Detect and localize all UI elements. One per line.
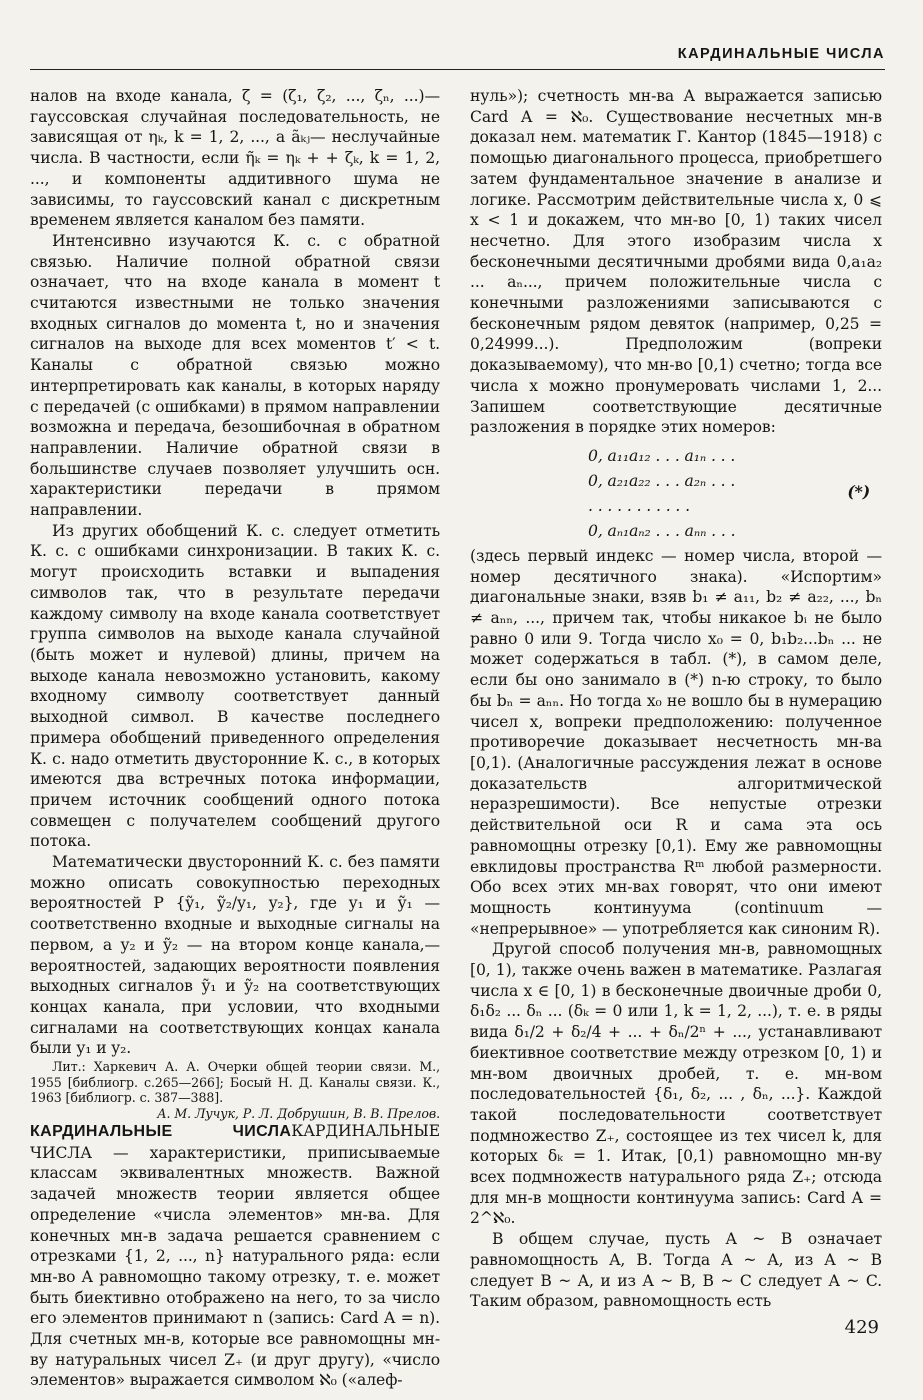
paragraph: Математически двусторонний К. с. без памяти можно описать совокупностью переходных вероятностей P {ỹ₁, ỹ₂/y₁, y₂}, где y₁ и ỹ₁ — соответственно входные и выходные сигналы на первом, а y₂ и ỹ₂ — на втором конце канала,— вероятностей, задающих вероятности появления выходных сигналов ỹ₁ и ỹ₂ на соответствующих концах канала, при условии, что входными сигналами на соответствующих концах канала были y₁ и y₂. xyxy=(30,853,440,1058)
article-text: КАРДИНАЛЬНЫЕ ЧИСЛА — характеристики, приписываемые классам эквивалентных множеств. Важной задачей множеств теории является общее определение «числа элементов» мн-ва. Для конечных мн-в задача решается сравнением с отрезками {1, 2, ..., n} натурального ряда: если мн-во A равномощно такому отрезку, т. е. может быть биективно отображено на него, то за число его элементов принимают n (запись: Card A = n). Для счетных мн-в, которые все равномощны мн-ву натуральных чисел Z₊ (и друг другу), «число элементов» выражается символом ℵ₀ («алеф- xyxy=(30,1122,440,1390)
decimal-table xyxy=(470,444,882,544)
running-head: КАРДИНАЛЬНЫЕ ЧИСЛА xyxy=(677,46,885,62)
right-column xyxy=(470,86,882,1312)
left-column xyxy=(30,86,440,1391)
page-number: 429 xyxy=(844,1317,879,1338)
paragraph: Из других обобщений К. с. следует отметить К. с. с ошибками синхронизации. В таких К. с. могут происходить вставки и выпадения символов так, что в результате передачи каждому символу на входе канала соответствует группа символов на выходе канала случайной (быть может и нулевой) длины, причем на выходе канала невозможно установить, какому входному символу соответствует данный выходной символ. В качестве последнего примера обобщений приведенного определения К. с. надо отметить двусторонние К. с., в которых имеются два встречных потока информации, причем источник сообщений одного потока совмещен с получателем сообщений другого потока. xyxy=(30,521,440,851)
table-label: (*) xyxy=(847,481,870,501)
table-row: . . . . . . . . . . . xyxy=(588,496,690,515)
paragraph: (здесь первый индекс — номер числа, второй — номер десятичного знака). «Испортим» диагональные знаки, взяв b₁ ≠ a₁₁, b₂ ≠ a₂₂, ..., bₙ ≠ aₙₙ, ..., причем так, чтобы никакое bᵢ не было равно 0 или 9. Тогда число x₀ = 0, b₁b₂...bₙ ... не может содержаться в табл. (*), в самом деле, если бы оно занимало в (*) n-ю строку, то было бы bₙ = aₙₙ. Но тогда x₀ не вошло бы в нумерацию чисел x, вопреки предположению: полученное противоречие доказывает несчетность мн-ва [0,1). (Аналогичные рассуждения лежат в основе доказательств алгоритмической неразрешимости). Все непустые отрезки действительной оси R и сама эта ось равномощны отрезку [0,1). Ему же равномощны евклидовы пространства Rᵐ любой размерности. Обо всех этих мн-вах говорят, что они имеют мощность континуума (continuum — «непрерывное» — употребляется как синоним R). xyxy=(470,546,882,938)
paragraph: Интенсивно изучаются К. с. с обратной связью. Наличие полной обратной связи означает, что на входе канала в момент t считаются известными не только значения входных сигналов до момента t, но и значения сигналов на выходе для всех моментов t′ < t. Каналы с обратной связью можно интерпретировать как каналы, в которых наряду с передачей (с ошибками) в прямом направлении возможна и передача, безошибочная в обратном направлении. Наличие обратной связи в большинстве случаев позволяет улучшить осн. характеристики передачи в прямом направлении. xyxy=(30,231,440,520)
authors: А. М. Лучук, Р. Л. Добрушин, В. В. Прелов. xyxy=(157,1105,440,1121)
table-row: 0, aₙ₁aₙ₂ . . . aₙₙ . . . xyxy=(588,521,736,540)
header-rule xyxy=(30,69,885,70)
article-headword: КАРДИНАЛЬНЫЕ ЧИСЛА xyxy=(30,1123,292,1141)
paragraph: налов на входе канала, ζ = (ζ₁, ζ₂, ..., ζₙ, ...)— гауссовская случайная последовательность, не зависящая от ηₖ, k = 1, 2, ..., а ãₖⱼ— неслучайные числа. В частности, если η̃ₖ = ηₖ + + ζₖ, k = 1, 2, ..., и компоненты аддитивного шума не зависимы, то гауссовский канал с дискретным временем является каналом без памяти. xyxy=(30,87,440,230)
paragraph: нуль»); счетность мн-ва A выражается записью Card A = ℵ₀. Существование несчетных мн-в доказал нем. математик Г. Кантор (1845—1918) с помощью диагонального процесса, приобретшего затем фундаментальное значение в анализе и логике. Рассмотрим действительные числа x, 0 ⩽ x < 1 и докажем, что мн-во [0, 1) таких чисел несчетно. Для этого изобразим числа x бесконечными десятичными дробями вида 0,a₁a₂ ... aₙ..., причем положительные числа с конечными разложениями записываются с бесконечным рядом девяток (например, 0,25 = 0,24999...). Предположим (вопреки доказываемому), что мн-во [0,1) счетно; тогда все числа x можно пронумеровать числами 1, 2... Запишем соответствующие десятичные разложения в порядке этих номеров: xyxy=(470,87,882,437)
references: Лит.: Харкевич А. А. Очерки общей теории связи. М., 1955 [библиогр. с.265—266]; Босый Н. Д. Каналы связи. К., 1963 [библиогр. с. 387—388]. xyxy=(30,1059,440,1106)
table-row: 0, a₁₁a₁₂ . . . a₁ₙ . . . xyxy=(588,446,736,465)
table-row: 0, a₂₁a₂₂ . . . a₂ₙ . . . xyxy=(588,471,736,490)
paragraph: В общем случае, пусть A ~ B означает равномощность A, B. Тогда A ~ A, из A ~ B следует B ~ A, и из A ~ B, B ~ C следует A ~ C. Таким образом, равномощность есть xyxy=(470,1230,882,1311)
paragraph: Другой способ получения мн-в, равномощных [0, 1), также очень важен в математике. Разлагая числа x ∈ [0, 1) в бесконечные двоичные дроби 0, δ₁δ₂ ... δₙ ... (δₖ = 0 или 1, k = 1, 2, ...), т. е. в ряды вида δ₁/2 + δ₂/4 + ... + δₙ/2ⁿ + ..., устанавливают биективное соответствие между отрезком [0, 1) и мн-вом двоичных дробей, т. е. мн-вом последовательностей {δ₁, δ₂, ... , δₙ, ...}. Каждой такой последовательности соответствует подмножество Z₊, состоящее из тех чисел k, для которых δₖ = 1. Итак, [0,1) равномощно мн-ву всех подмножеств натурального ряда Z₊; отсюда для мн-в мощности континуума запись: Card A = 2^ℵ₀. xyxy=(470,940,882,1228)
article-start xyxy=(30,1121,440,1391)
